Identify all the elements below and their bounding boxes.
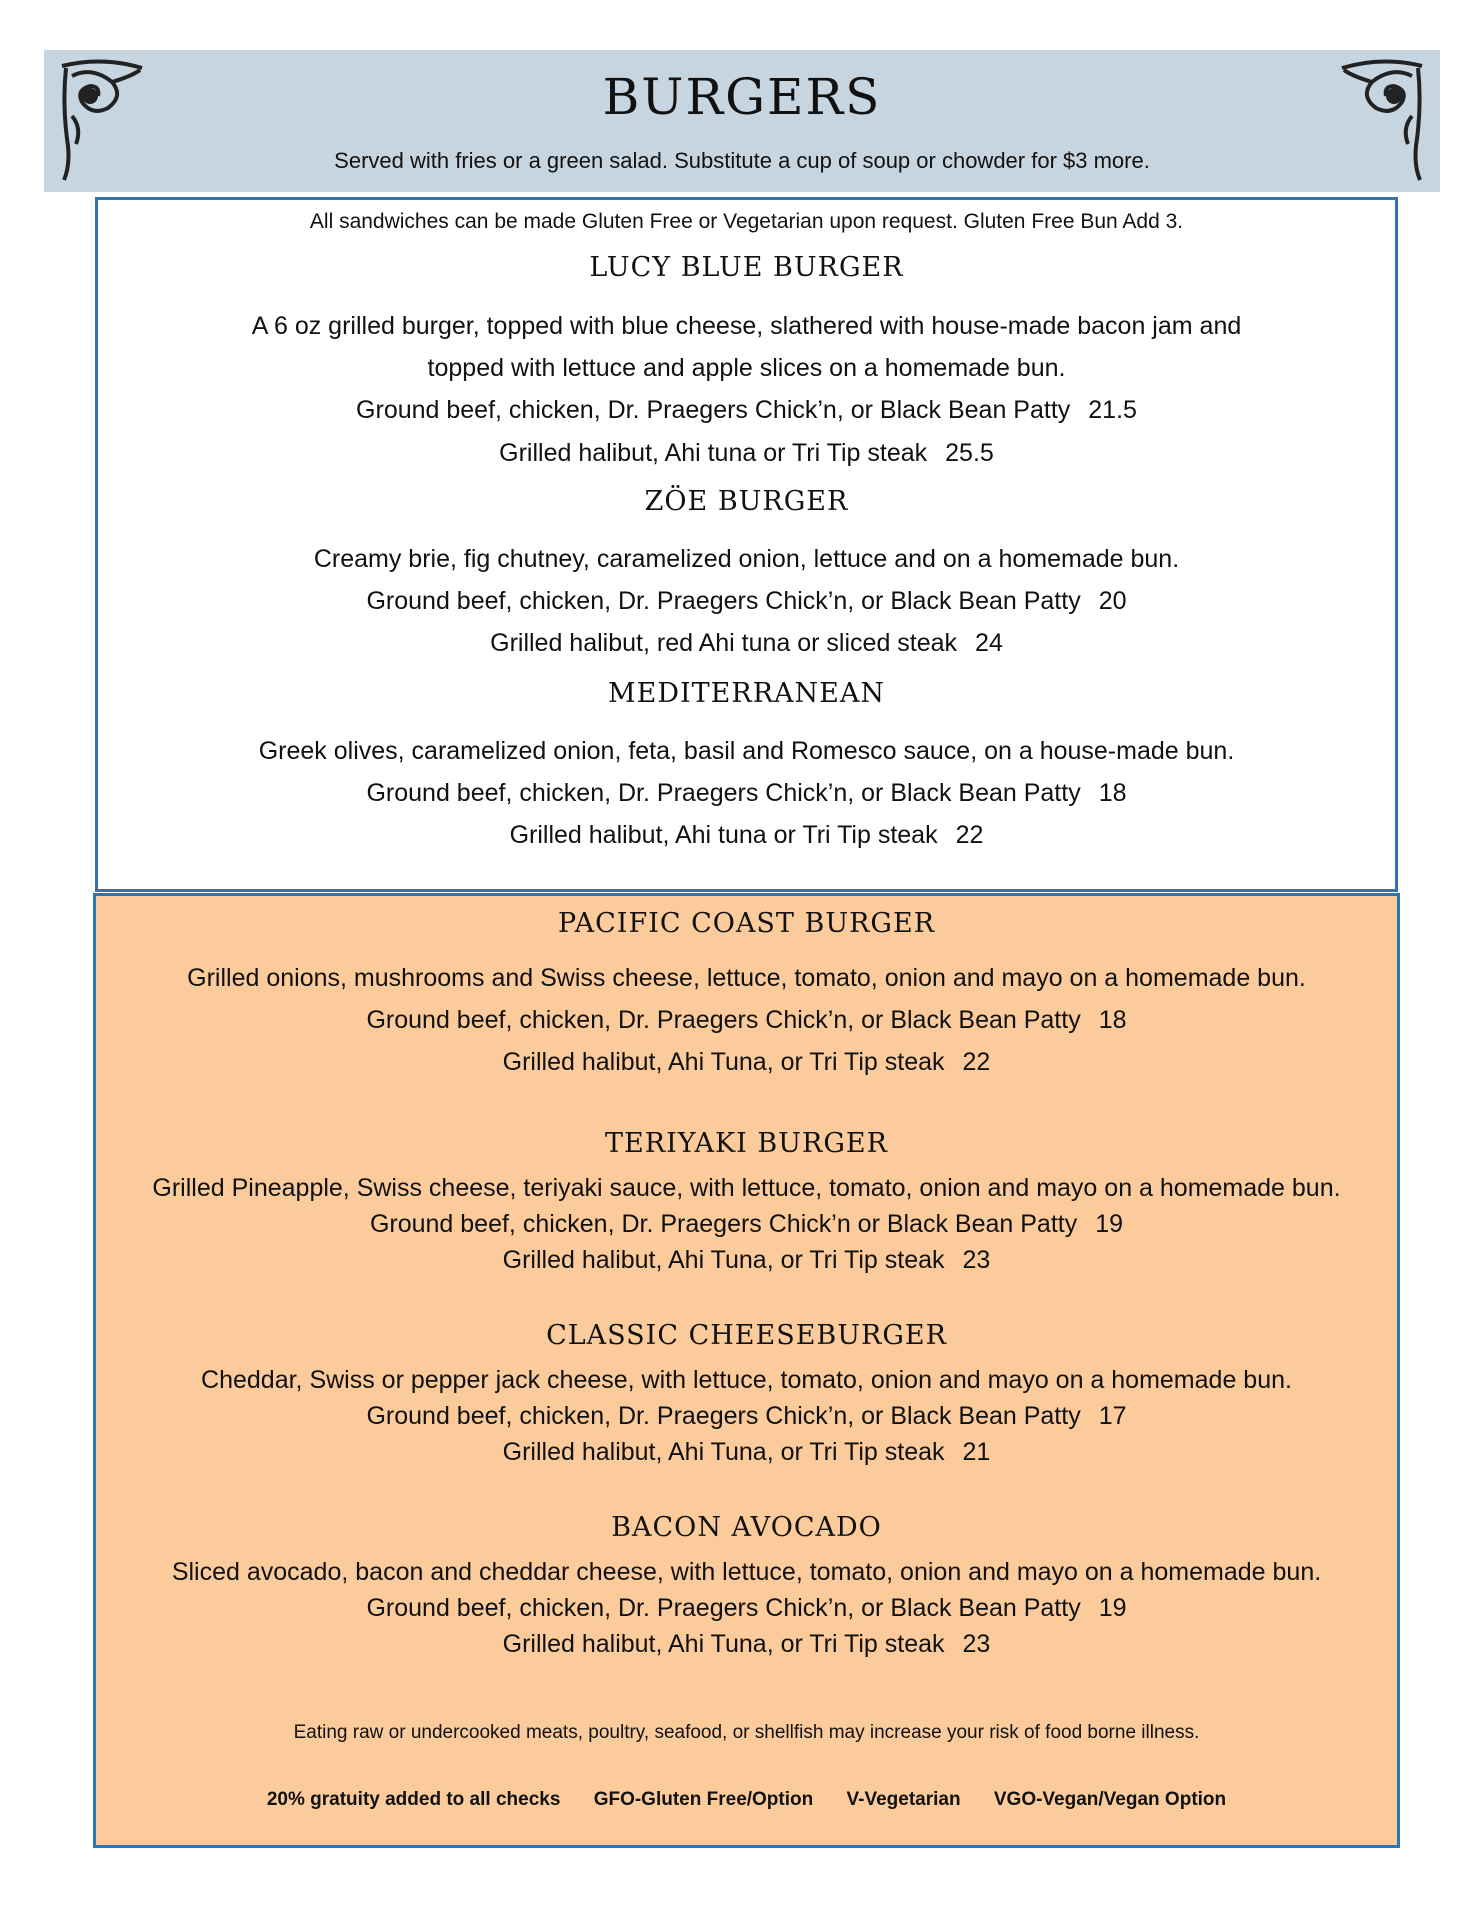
page-title: BURGERS — [602, 68, 882, 126]
item-description: A 6 oz grilled burger, topped with blue cheese, slathered with house-made bacon jam and — [251, 312, 1242, 340]
item-option: Ground beef, chicken, Dr. Praegers Chick’n, or Black Bean Patty 18 — [366, 779, 1127, 807]
item-option: Ground beef, chicken, Dr. Praegers Chick’n, or Black Bean Patty 17 — [366, 1402, 1127, 1430]
item-price: 19 — [1095, 1210, 1124, 1238]
item-price: 23 — [962, 1246, 991, 1274]
gratuity-note: 20% gratuity added to all checks — [266, 1789, 561, 1810]
item-description: Sliced avocado, bacon and cheddar cheese, with lettuce, tomato, onion and mayo on a homemade bun. — [171, 1558, 1322, 1586]
item-price: 19 — [1098, 1594, 1127, 1622]
item-price: 21 — [962, 1438, 991, 1466]
item-price: 18 — [1098, 779, 1127, 807]
item-price: 17 — [1098, 1402, 1127, 1430]
item-price: 22 — [955, 821, 984, 849]
item-option: Grilled halibut, Ahi Tuna, or Tri Tip steak 23 — [502, 1246, 991, 1274]
item-option: Grilled halibut, Ahi Tuna, or Tri Tip steak 22 — [502, 1048, 991, 1076]
item-option: Ground beef, chicken, Dr. Praegers Chick’n, or Black Bean Patty 21.5 — [356, 396, 1137, 424]
item-option: Grilled halibut, Ahi Tuna, or Tri Tip steak 21 — [502, 1438, 991, 1466]
item-name: PACIFIC COAST BURGER — [557, 908, 936, 939]
item-description: Grilled onions, mushrooms and Swiss cheese, lettuce, tomato, onion and mayo on a homemade bun. — [187, 964, 1306, 992]
item-option: Grilled halibut, Ahi tuna or Tri Tip steak 25.5 — [499, 439, 994, 467]
footer-legend — [96, 1789, 1397, 1811]
item-name: ZÖE BURGER — [644, 486, 849, 517]
item-description: Cheddar, Swiss or pepper jack cheese, with lettuce, tomato, onion and mayo on a homemade bun. — [201, 1366, 1292, 1394]
food-safety-warning: Eating raw or undercooked meats, poultry, seafood, or shellfish may increase your risk of food borne illness. — [293, 1722, 1200, 1743]
item-option: Ground beef, chicken, Dr. Praegers Chick’n or Black Bean Patty 19 — [369, 1210, 1124, 1238]
item-price: 21.5 — [1088, 396, 1137, 424]
legend-gfo: GFO-Gluten Free/Option — [593, 1789, 814, 1810]
item-description: topped with lettuce and apple slices on a homemade bun. — [427, 354, 1066, 382]
item-option: Grilled halibut, Ahi tuna or Tri Tip steak 22 — [509, 821, 984, 849]
item-option: Ground beef, chicken, Dr. Praegers Chick’n, or Black Bean Patty 20 — [366, 587, 1127, 615]
item-name: LUCY BLUE BURGER — [589, 252, 904, 283]
menu-section-orange — [93, 893, 1400, 1848]
item-price: 23 — [962, 1630, 991, 1658]
item-price: 18 — [1098, 1006, 1127, 1034]
item-price: 22 — [962, 1048, 991, 1076]
item-price: 20 — [1098, 587, 1127, 615]
gluten-free-note: All sandwiches can be made Gluten Free or Vegetarian upon request. Gluten Free Bun Add 3. — [309, 210, 1184, 233]
ornament-icon — [1336, 56, 1432, 186]
item-name: TERIYAKI BURGER — [605, 1128, 888, 1159]
item-name: MEDITERRANEAN — [607, 678, 885, 709]
legend-vgo: VGO-Vegan/Vegan Option — [993, 1789, 1227, 1810]
item-price: 24 — [975, 629, 1003, 657]
item-option: Ground beef, chicken, Dr. Praegers Chick’n, or Black Bean Patty 19 — [366, 1594, 1127, 1622]
item-name: BACON AVOCADO — [611, 1512, 882, 1543]
item-option: Grilled halibut, Ahi Tuna, or Tri Tip steak 23 — [502, 1630, 991, 1658]
item-option: Ground beef, chicken, Dr. Praegers Chick’n, or Black Bean Patty 18 — [366, 1006, 1127, 1034]
header-band — [44, 50, 1440, 192]
item-description: Greek olives, caramelized onion, feta, basil and Romesco sauce, on a house-made bun. — [258, 737, 1235, 765]
item-name: CLASSIC CHEESEBURGER — [546, 1320, 947, 1351]
item-description: Creamy brie, fig chutney, caramelized onion, lettuce and on a homemade bun. — [313, 545, 1180, 573]
header-subtitle: Served with fries or a green salad. Substitute a cup of soup or chowder for $3 more. — [334, 148, 1150, 173]
menu-section-white — [95, 197, 1398, 892]
legend-v: V-Vegetarian — [846, 1789, 961, 1810]
item-price: 25.5 — [945, 439, 994, 467]
item-option: Grilled halibut, red Ahi tuna or sliced steak 24 — [490, 629, 1003, 657]
item-description: Grilled Pineapple, Swiss cheese, teriyaki sauce, with lettuce, tomato, onion and mayo on a homemade bun. — [152, 1174, 1341, 1202]
